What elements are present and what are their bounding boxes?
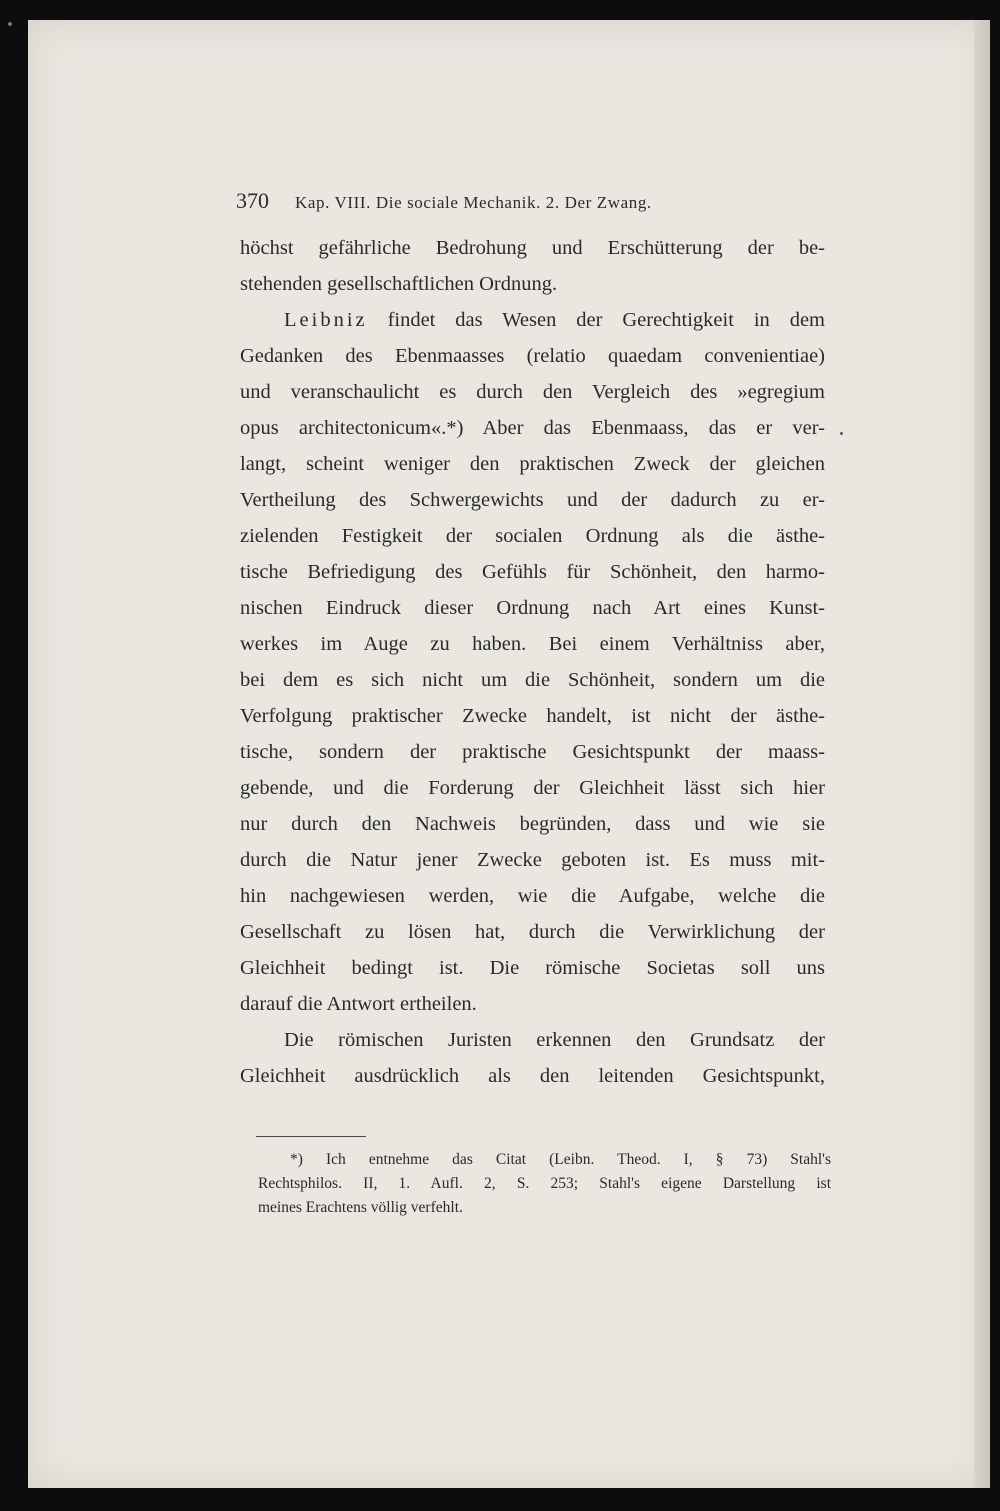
text-line: opus architectonicum«.*) Aber das Ebenmaass, das er ver-	[240, 417, 825, 439]
text-line: gebende, und die Forderung der Gleichheit lässt sich hier	[240, 777, 825, 799]
text-line-rest: findet das Wesen der Gerechtigkeit in dem	[387, 309, 826, 331]
text-line: und veranschaulicht es durch den Vergleich des »egregium	[240, 381, 825, 403]
page-number: 370	[236, 188, 269, 213]
text-line: Die römischen Juristen erkennen den Grundsatz der	[284, 1029, 825, 1051]
page-edge	[974, 20, 990, 1488]
running-head	[236, 188, 836, 214]
footnote-marker: *)	[290, 1151, 303, 1168]
text-line: höchst gefährliche Bedrohung und Erschütterung der be-	[240, 237, 825, 259]
text-line: stehenden gesellschaftlichen Ordnung.	[240, 273, 558, 295]
footnote-line	[258, 1148, 831, 1172]
text-line: nischen Eindruck dieser Ordnung nach Art eines Kunst-	[240, 597, 825, 619]
footnote	[258, 1148, 831, 1220]
text-line: Verfolgung praktischer Zwecke handelt, ist nicht der ästhe-	[240, 705, 825, 727]
text-line: Gedanken des Ebenmaasses (relatio quaedam convenientiae)	[240, 345, 825, 367]
body-text	[240, 230, 825, 1094]
text-line: Vertheilung des Schwergewichts und der dadurch zu er-	[240, 489, 825, 511]
text-line: tische Befriedigung des Gefühls für Schönheit, den harmo-	[240, 561, 825, 583]
scan-speck	[8, 22, 12, 26]
footnote-rule	[256, 1136, 366, 1137]
text-line: tische, sondern der praktische Gesichtspunkt der maass-	[240, 741, 825, 763]
text-line: Gesellschaft zu lösen hat, durch die Verwirklichung der	[240, 921, 825, 943]
text-line: langt, scheint weniger den praktischen Zweck der gleichen	[240, 453, 825, 475]
text-line: nur durch den Nachweis begründen, dass und wie sie	[240, 813, 825, 835]
text-line	[240, 302, 825, 338]
footnote-line: Rechtsphilos. II, 1. Aufl. 2, S. 253; Stahl's eigene Darstellung ist	[258, 1175, 831, 1192]
text-line: Gleichheit ausdrücklich als den leitenden Gesichtspunkt,	[240, 1065, 825, 1087]
name-leibniz: Leibniz	[284, 309, 368, 331]
footnote-text: Ich entnehme das Citat (Leibn. Theod. I, § 73) Stahl's	[326, 1151, 831, 1168]
text-line: darauf die Antwort ertheilen.	[240, 993, 477, 1015]
margin-speck	[840, 432, 843, 435]
text-line: durch die Natur jener Zwecke geboten ist. Es muss mit-	[240, 849, 825, 871]
text-line: zielenden Festigkeit der socialen Ordnung als die ästhe-	[240, 525, 825, 547]
text-line: bei dem es sich nicht um die Schönheit, sondern um die	[240, 669, 825, 691]
text-line: hin nachgewiesen werden, wie die Aufgabe, welche die	[240, 885, 825, 907]
text-line: Gleichheit bedingt ist. Die römische Societas soll uns	[240, 957, 825, 979]
chapter-title: Kap. VIII. Die sociale Mechanik. 2. Der Zwang.	[295, 193, 652, 212]
footnote-line: meines Erachtens völlig verfehlt.	[258, 1199, 463, 1216]
text-line: werkes im Auge zu haben. Bei einem Verhältniss aber,	[240, 633, 825, 655]
